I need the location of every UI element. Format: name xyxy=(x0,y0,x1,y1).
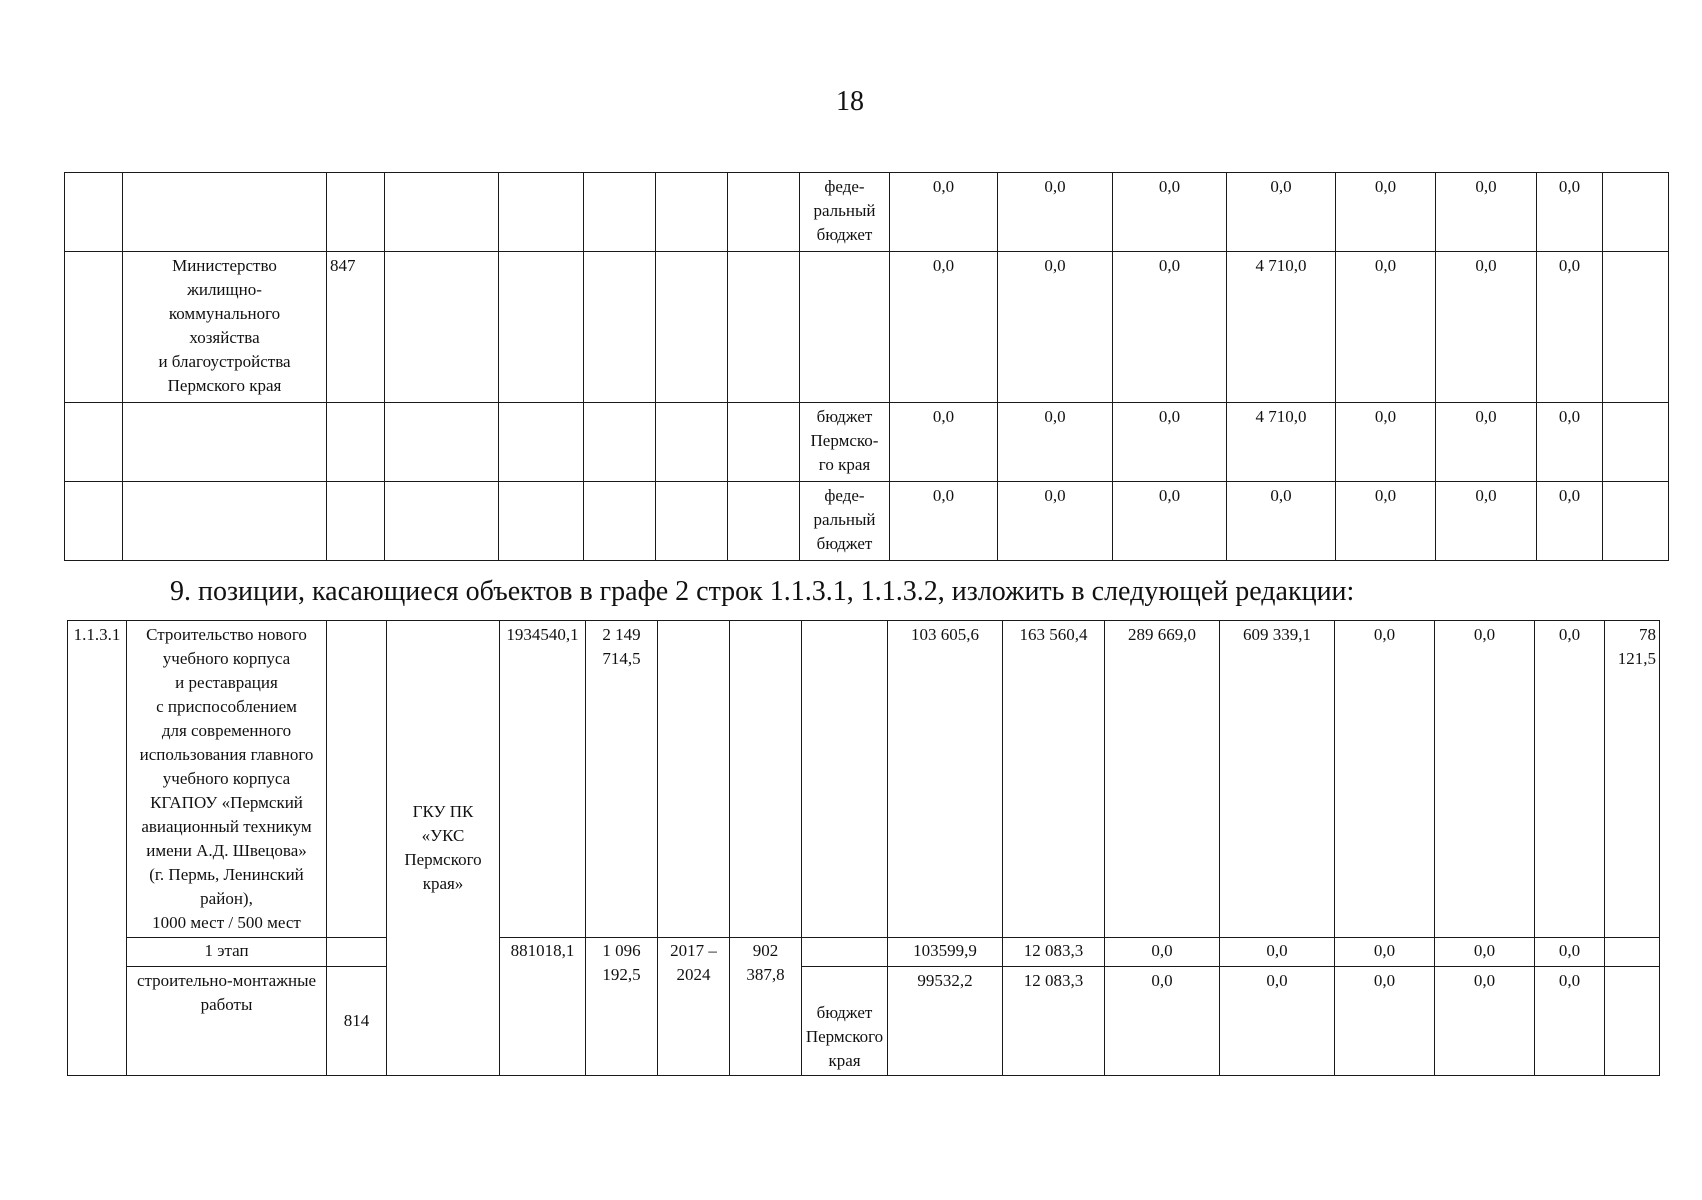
value-cell: 103 605,6 xyxy=(888,621,1003,938)
value-cell: 0,0 xyxy=(1436,252,1537,403)
value-cell: 0,0 xyxy=(1335,967,1435,1076)
stage-name: 1 этап xyxy=(127,938,327,967)
value-cell: 0,0 xyxy=(1537,482,1603,561)
cost-cell: 881018,1 xyxy=(500,938,586,1076)
value-cell: 0,0 xyxy=(1436,482,1537,561)
value-cell: 0,0 xyxy=(1336,403,1436,482)
row-name xyxy=(123,403,327,482)
value-cell: 0,0 xyxy=(1535,621,1605,938)
row-name: Министерство жилищно- коммунального хозяйства и благоустройства Пермского края xyxy=(123,252,327,403)
value-cell: 0,0 xyxy=(998,173,1113,252)
table-row xyxy=(65,403,1669,482)
value-cell: 0,0 xyxy=(1113,173,1227,252)
value-cell: 103599,9 xyxy=(888,938,1003,967)
object-name: Строительство нового учебного корпуса и реставрация с приспособлением для современного использования главного учебного корпуса КГАПОУ «Пермский авиационный техникум имени А.Д. Швецова» (г. Пермь, Ленинский район), 1000 мест / 500 мест xyxy=(127,621,327,938)
value-cell: 0,0 xyxy=(1220,938,1335,967)
budget-table-continuation xyxy=(64,172,1669,561)
value-cell: 0,0 xyxy=(1537,252,1603,403)
row-code: 814 xyxy=(327,967,387,1076)
value-cell: 0,0 xyxy=(1113,403,1227,482)
object-table xyxy=(67,620,1660,1076)
cost-cell: 1934540,1 xyxy=(500,621,586,938)
value-cell: 0,0 xyxy=(890,173,998,252)
table-row xyxy=(65,173,1669,252)
table-row xyxy=(65,252,1669,403)
value-cell: 0,0 xyxy=(1435,938,1535,967)
value-cell: 289 669,0 xyxy=(1105,621,1220,938)
object-number: 1.1.3.1 xyxy=(68,621,127,1076)
value-cell: 0,0 xyxy=(1113,252,1227,403)
customer: ГКУ ПК «УКС Пермского края» xyxy=(387,621,500,1076)
funding-source: бюджет Пермского края xyxy=(802,967,888,1076)
table-row xyxy=(68,621,1660,938)
row-code xyxy=(327,482,385,561)
table-row xyxy=(65,482,1669,561)
value-cell: 0,0 xyxy=(890,482,998,561)
row-code xyxy=(327,403,385,482)
row-code: 847 xyxy=(327,252,385,403)
value-cell: 0,0 xyxy=(1435,967,1535,1076)
value-cell: 0,0 xyxy=(998,252,1113,403)
value-cell: 0,0 xyxy=(1535,938,1605,967)
value-cell: 0,0 xyxy=(998,482,1113,561)
remaining-cell: 902 387,8 xyxy=(730,938,802,1076)
value-cell: 0,0 xyxy=(1537,173,1603,252)
table-row xyxy=(68,967,1660,1076)
value-cell: 4 710,0 xyxy=(1227,252,1336,403)
value-cell: 0,0 xyxy=(890,403,998,482)
value-cell: 609 339,1 xyxy=(1220,621,1335,938)
funding-source xyxy=(800,252,890,403)
value-cell: 0,0 xyxy=(1336,173,1436,252)
row-code xyxy=(327,173,385,252)
period-cell: 2017 – 2024 xyxy=(658,938,730,1076)
row-name xyxy=(123,482,327,561)
value-cell: 0,0 xyxy=(1336,482,1436,561)
value-cell: 0,0 xyxy=(1535,967,1605,1076)
section-heading: 9. позиции, касающиеся объектов в графе 2 строк 1.1.3.1, 1.1.3.2, изложить в следующей редакции: xyxy=(170,576,1355,607)
value-cell: 4 710,0 xyxy=(1227,403,1336,482)
cost-cell: 1 096 192,5 xyxy=(586,938,658,1076)
value-cell: 0,0 xyxy=(1220,967,1335,1076)
value-cell: 163 560,4 xyxy=(1003,621,1105,938)
works-name: строительно-монтажные работы xyxy=(127,967,327,1076)
value-cell: 0,0 xyxy=(1336,252,1436,403)
funding-source: феде- ральный бюджет xyxy=(800,482,890,561)
value-cell: 99532,2 xyxy=(888,967,1003,1076)
value-cell: 0,0 xyxy=(1335,621,1435,938)
value-cell: 12 083,3 xyxy=(1003,938,1105,967)
funding-source: феде- ральный бюджет xyxy=(800,173,890,252)
value-cell: 0,0 xyxy=(1113,482,1227,561)
value-cell: 0,0 xyxy=(1227,482,1336,561)
value-cell: 0,0 xyxy=(1436,173,1537,252)
value-cell: 0,0 xyxy=(1227,173,1336,252)
value-cell: 0,0 xyxy=(1435,621,1535,938)
value-cell: 0,0 xyxy=(890,252,998,403)
cost-cell: 2 149 714,5 xyxy=(586,621,658,938)
row-name xyxy=(123,173,327,252)
value-cell: 0,0 xyxy=(1105,967,1220,1076)
table-row xyxy=(68,938,1660,967)
value-cell: 0,0 xyxy=(998,403,1113,482)
value-cell: 0,0 xyxy=(1537,403,1603,482)
value-cell: 0,0 xyxy=(1105,938,1220,967)
page-number: 18 xyxy=(836,86,864,117)
value-cell: 12 083,3 xyxy=(1003,967,1105,1076)
value-cell: 0,0 xyxy=(1436,403,1537,482)
value-cell: 78 121,5 xyxy=(1605,621,1660,938)
value-cell: 0,0 xyxy=(1335,938,1435,967)
funding-source: бюджет Пермско- го края xyxy=(800,403,890,482)
